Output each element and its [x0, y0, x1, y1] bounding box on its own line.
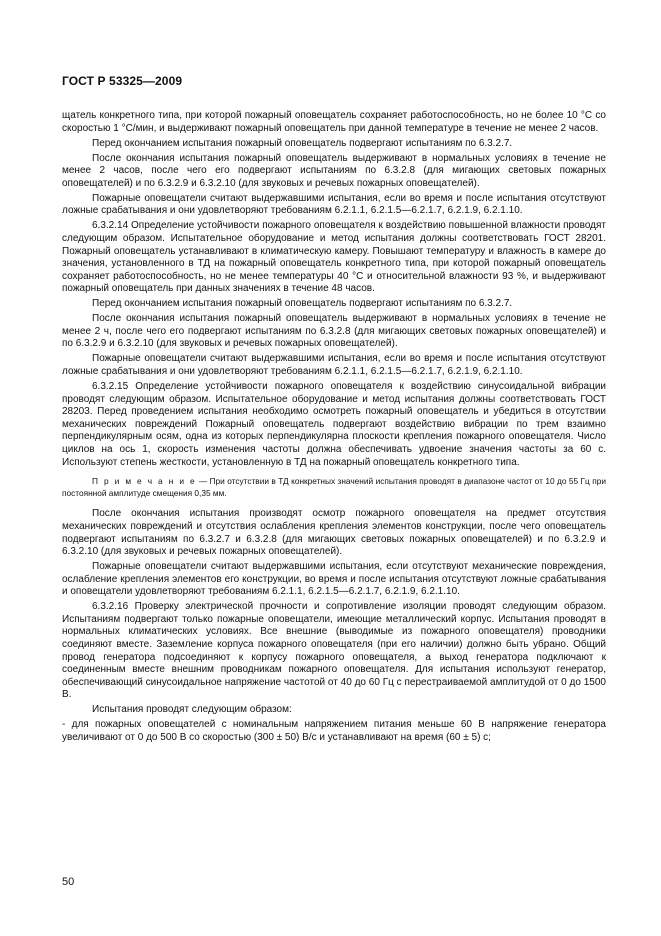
paragraph: Пожарные оповещатели считают выдержавшими испытания, если отсутствуют механические повреждения, ослабление крепления элементов его конструкции, во время и после испытания отсутствуют ложные срабатывания и оповещатели удовлетворяют требованиям 6.2.1.1, 6.2.1.5—6.2.1.7, 6.2.1.9, 6.2.1.10. [62, 561, 606, 598]
paragraph: Перед окончанием испытания пожарный оповещатель подвергают испытаниям по 6.3.2.7. [92, 137, 513, 149]
section-6-3-2-14: 6.3.2.14 Определение устойчивости пожарного оповещателя к воздействию повышенной влажности проводят следующим образом. Испытательное оборудование и метод испытания должны соответствовать ГОСТ 28201. Пожарный оповещатель устанавливают в климатическую камеру. Повышают температуру и влажность в камере до значения, установленного в ТД на пожарный оповещатель конкретного типа, при которой пожарный оповещатель сохраняет работоспособность, но не менее температуры 40 °С и относительной влажности 93 %, и выдерживают пожарный оповещатель при данных значениях в течение 48 часов. [62, 220, 606, 295]
paragraph: После окончания испытания пожарный оповещатель выдерживают в нормальных условиях в течение не менее 2 ч, после чего его подвергают испытаниям по 6.3.2.8 (для мигающих световых пожарных оповещателей) и по 6.3.2.9 и 6.3.2.10 (для звуковых и речевых пожарных оповещателей). [62, 313, 606, 350]
note [62, 476, 606, 499]
paragraph: Перед окончанием испытания пожарный оповещатель подвергают испытаниям по 6.3.2.7. [92, 298, 513, 310]
paragraph: Испытания проводят следующим образом: [92, 704, 292, 716]
note-label: П р и м е ч а н и е [92, 476, 197, 487]
list-item: - для пожарных оповещателей с номинальным напряжением питания меньше 60 В напряжение генератора увеличивают от 0 до 500 В со скоростью (300 ± 50) В/с и устанавливают на время (60 ± 5) с; [62, 719, 606, 743]
section-6-3-2-15: 6.3.2.15 Определение устойчивости пожарного оповещателя к воздействию синусоидальной вибрации проводят следующим образом. Испытательное оборудование и метод испытания должны соответствовать ГОСТ 28203. Перед проведением испытания необходимо осмотреть пожарный оповещатель и убедиться в отсутствии механических повреждений Пожарный оповещатель подвергают воздействию вибрации по трем взаимно перпендикулярным осям, одна из которых перпендикулярна плоскости крепления пожарного оповещателя. Число циклов на ось 1, скорость изменения частоты должна обеспечивать удвоение значения частоты за 60 с. Используют степень жесткости, установленную в ТД на пожарный оповещатель конкретного типа. [62, 381, 606, 468]
note-text: — При отсутствии в ТД конкретных значений испытания проводят в диапазоне частот от 10 до 55 Гц при постоянной амплитуде смещения 0,35 мм. [62, 476, 606, 498]
paragraph: После окончания испытания пожарный оповещатель выдерживают в нормальных условиях в течение не менее 2 часов, после чего его подвергают испытаниям по 6.3.2.8 (для мигающих световых пожарных оповещателей) и по 6.3.2.9 и 6.3.2.10 (для звуковых и речевых пожарных оповещателей). [62, 152, 606, 189]
paragraph: Пожарные оповещатели считают выдержавшими испытания, если во время и после испытания отсутствуют ложные срабатывания и они удовлетворяют требованиям 6.2.1.1, 6.2.1.5—6.2.1.7, 6.2.1.9, 6.2.1.10. [62, 192, 606, 217]
document-body [62, 110, 606, 747]
paragraph: Пожарные оповещатели считают выдержавшими испытания, если во время и после испытания отсутствуют ложные срабатывания и они удовлетворяют требованиям 6.2.1.1, 6.2.1.5—6.2.1.7, 6.2.1.9, 6.2.1.10. [62, 353, 606, 378]
paragraph: щатель конкретного типа, при которой пожарный оповещатель сохраняет работоспособность, но не более 10 °С со скоростью 1 °С/мин, и выдерживают пожарный оповещатель при данной температуре в течение не менее 2 часов. [62, 110, 606, 134]
section-6-3-2-16: 6.3.2.16 Проверку электрической прочности и сопротивление изоляции проводят следующим образом. Испытаниям подвергают только пожарные оповещатели, имеющие металлический корпус. Испытания проводят в нормальных климатических условиях. Все внешние (выводимые из пожарного оповещателя) проводники соединяют вместе. Заземление корпуса пожарного оповещателя (при его наличии) должно быть убрано. Общий провод генератора подсоединяют к корпусу пожарного оповещателя, а выход генератора подключают к соединенным вместе внешним проводникам пожарного оповещателя. Для испытания используют генератор, обеспечивающий синусоидальное напряжение частотой от 40 до 60 Гц с перестраиваемой амплитудой от 0 до 1500 В. [62, 601, 606, 701]
document-header: ГОСТ Р 53325—2009 [62, 74, 183, 88]
paragraph: После окончания испытания производят осмотр пожарного оповещателя на предмет отсутствия механических повреждений и отсутствия ослабления крепления элементов конструкции, после чего оповещатель подвергают испытаниям по 6.3.2.7 и 6.3.2.8 (для мигающих световых пожарных оповещателей) и по 6.3.2.9 и 6.3.2.10 (для звуковых и речевых пожарных оповещателей). [62, 508, 606, 558]
page-number: 50 [62, 876, 75, 888]
